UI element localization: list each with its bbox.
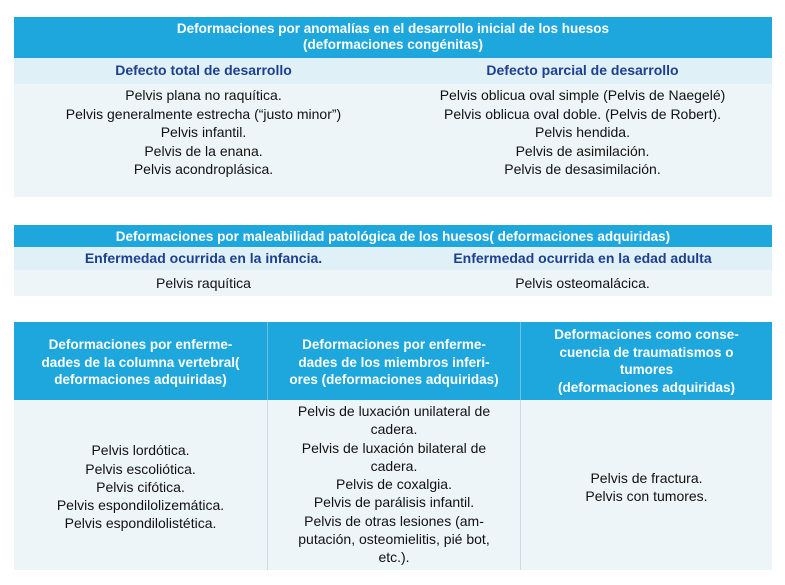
- header-line: ores (deformaciones adquiridas): [289, 372, 499, 387]
- list-item: etc.).: [378, 549, 410, 566]
- table-title: [14, 17, 772, 58]
- header-line: Deformaciones como conse-: [554, 327, 739, 342]
- list-item: Pelvis raquítica: [156, 275, 251, 291]
- list-item: Pelvis de luxación unilateral de: [297, 403, 491, 419]
- list-item: Pelvis con tumores.: [585, 488, 708, 504]
- list-item: Pelvis de otras lesiones (am-: [304, 512, 484, 529]
- header-line: dades de la columna vertebral(: [41, 354, 240, 370]
- table-title: [14, 225, 772, 247]
- list-item: Pelvis de fractura.: [590, 469, 703, 486]
- list-item: Pelvis espondilolistética.: [64, 515, 217, 532]
- column-header-spine: [14, 322, 267, 400]
- table-acquired-malleability: [14, 225, 772, 296]
- header-line: Deformaciones por enferme-: [48, 337, 233, 352]
- column-header-partial-defect: Defecto parcial de desarrollo: [486, 62, 679, 78]
- column-headers: [14, 247, 772, 270]
- header-line: (deformaciones adquiridas): [557, 379, 736, 395]
- title-line: (deformaciones congénitas): [302, 37, 484, 52]
- list-item: Pelvis de desasimilación.: [504, 161, 661, 178]
- column-header-total-defect: Defecto total de desarrollo: [115, 62, 292, 78]
- list-item: Pelvis plana no raquítica.: [125, 87, 282, 103]
- column-total-defect: [14, 86, 393, 197]
- column-spine: [14, 400, 267, 570]
- list-item: Pelvis de la enana.: [144, 142, 263, 159]
- table-congenital-deformations: [14, 17, 772, 197]
- column-headers: [14, 58, 772, 84]
- title-line: Deformaciones por anomalías en el desarrollo inicial de los huesos: [176, 21, 610, 36]
- list-item: Pelvis osteomalácica.: [515, 275, 650, 291]
- list-item: cadera.: [370, 457, 418, 474]
- header-line: cuencia de traumatismos o: [559, 344, 734, 360]
- column-childhood: [14, 274, 393, 296]
- header-line: dades de los miembros inferi-: [298, 354, 490, 370]
- header-line: deformaciones adquiridas): [54, 372, 227, 387]
- column-limbs: [267, 400, 520, 570]
- list-item: Pelvis de parálisis infantil.: [313, 494, 475, 511]
- list-item: Pelvis de luxación bilateral de: [301, 439, 487, 456]
- list-item: Pelvis escoliótica.: [85, 460, 196, 477]
- list-item: Pelvis hendida.: [535, 124, 630, 141]
- list-item: Pelvis generalmente estrecha (“justo minor”): [65, 105, 342, 122]
- table-body: [14, 84, 772, 197]
- table-body: [14, 270, 772, 296]
- table-acquired-causes: [14, 322, 772, 570]
- list-item: Pelvis infantil.: [160, 124, 247, 141]
- header-line: Deformaciones por enferme-: [302, 337, 486, 352]
- list-item: putación, osteomielitis, pié bot,: [298, 531, 490, 548]
- list-item: Pelvis de asimilación.: [515, 142, 650, 159]
- list-item: Pelvis oblicua oval simple (Pelvis de Naegelé): [439, 87, 726, 103]
- list-item: Pelvis oblicua oval doble. (Pelvis de Robert).: [443, 105, 722, 122]
- list-item: Pelvis acondroplásica.: [133, 161, 274, 178]
- column-trauma: [520, 400, 772, 570]
- header-line: tumores: [619, 362, 674, 377]
- column-header-childhood: Enfermedad ocurrida en la infancia.: [84, 250, 323, 266]
- list-item: cadera.: [370, 421, 418, 438]
- list-item: Pelvis espondilolizemática.: [56, 497, 225, 514]
- list-item: Pelvis de coxalgia.: [336, 476, 452, 493]
- column-adulthood: [393, 274, 772, 296]
- column-partial-defect: [393, 86, 772, 197]
- title-line: Deformaciones por maleabilidad patológica de los huesos( deformaciones adquiridas): [115, 229, 671, 244]
- column-header-adulthood: Enfermedad ocurrida en la edad adulta: [453, 250, 712, 266]
- column-header-limbs: [267, 322, 520, 400]
- table-body: [14, 400, 772, 570]
- list-item: Pelvis lordótica.: [91, 442, 190, 459]
- list-item: Pelvis cifótica.: [96, 478, 185, 495]
- table-header-row: [14, 322, 772, 400]
- column-header-trauma: [520, 322, 772, 400]
